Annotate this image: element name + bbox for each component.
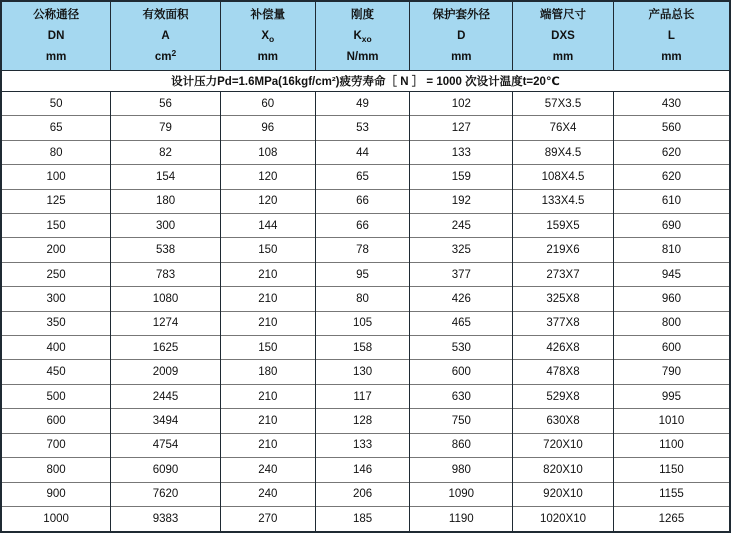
table-cell: 600 — [613, 336, 730, 360]
column-header-dn — [1, 1, 111, 71]
table-cell: 325X8 — [513, 287, 614, 311]
table-cell: 133X4.5 — [513, 189, 614, 213]
table-cell: 150 — [220, 336, 315, 360]
table-cell: 820X10 — [513, 458, 614, 482]
table-cell: 89X4.5 — [513, 140, 614, 164]
table-cell: 2445 — [111, 384, 221, 408]
design-conditions-note: 设计压力Pd=1.6MPa(16kgf/cm²)疲劳寿命［ N ］ = 1000 次设计温度t=20℃ — [1, 71, 730, 92]
column-header-x — [220, 1, 315, 71]
column-unit: mm — [257, 50, 279, 63]
table-cell: 426 — [410, 287, 513, 311]
table-cell: 560 — [613, 116, 730, 140]
table-row — [1, 238, 730, 262]
table-cell: 66 — [315, 214, 410, 238]
table-cell: 60 — [220, 92, 315, 116]
column-title: 刚度 — [351, 8, 375, 21]
table-cell: 154 — [111, 165, 221, 189]
table-row — [1, 336, 730, 360]
table-cell: 960 — [613, 287, 730, 311]
column-symbol: $X_o$ — [261, 29, 275, 44]
table-body — [1, 92, 730, 533]
table-cell: 53 — [315, 116, 410, 140]
unit-superscript: 2 — [171, 47, 177, 58]
table-cell: 620 — [613, 165, 730, 189]
column-header-k — [315, 1, 410, 71]
table-cell: 690 — [613, 214, 730, 238]
table-cell: 192 — [410, 189, 513, 213]
column-title: 补偿量 — [250, 8, 286, 21]
table-cell: 600 — [410, 360, 513, 384]
column-title: 公称通径 — [33, 8, 80, 21]
table-cell: 66 — [315, 189, 410, 213]
column-title: 产品总长 — [648, 8, 695, 21]
table-cell: 56 — [111, 92, 221, 116]
table-row — [1, 214, 730, 238]
table-cell: 210 — [220, 262, 315, 286]
table-cell: 1274 — [111, 311, 221, 335]
column-header-l — [613, 1, 730, 71]
table-cell: 529X8 — [513, 384, 614, 408]
table-cell: 120 — [220, 189, 315, 213]
column-title: 端管尺寸 — [540, 8, 586, 21]
table-cell: 860 — [410, 433, 513, 457]
header-row — [1, 1, 730, 71]
table-cell: 180 — [111, 189, 221, 213]
table-row — [1, 311, 730, 335]
table-cell: 76X4 — [513, 116, 614, 140]
table-cell: 2009 — [111, 360, 221, 384]
table-row — [1, 92, 730, 116]
table-cell: 1000 — [1, 506, 111, 532]
table-cell: 78 — [315, 238, 410, 262]
column-unit: N/mm — [346, 50, 379, 63]
table-cell: 3494 — [111, 409, 221, 433]
column-header-a — [111, 1, 221, 71]
table-cell: 700 — [1, 433, 111, 457]
column-unit: mm — [552, 50, 574, 63]
table-row — [1, 506, 730, 532]
table-cell: 630 — [410, 384, 513, 408]
table-cell: 426X8 — [513, 336, 614, 360]
table-cell: 210 — [220, 433, 315, 457]
table-cell: 159X5 — [513, 214, 614, 238]
column-header-d — [410, 1, 513, 71]
table-row — [1, 433, 730, 457]
table-cell: 102 — [410, 92, 513, 116]
table-cell: 105 — [315, 311, 410, 335]
table-row — [1, 165, 730, 189]
table-cell: 810 — [613, 238, 730, 262]
table-cell: 206 — [315, 482, 410, 506]
table-header — [1, 1, 730, 92]
table-cell: 450 — [1, 360, 111, 384]
table-cell: 478X8 — [513, 360, 614, 384]
table-cell: 800 — [1, 458, 111, 482]
table-cell: 720X10 — [513, 433, 614, 457]
column-unit: mm — [661, 50, 682, 63]
table-cell: 270 — [220, 506, 315, 532]
table-cell: 128 — [315, 409, 410, 433]
table-cell: 1020X10 — [513, 506, 614, 532]
table-cell: 800 — [613, 311, 730, 335]
table-cell: 600 — [1, 409, 111, 433]
table-cell: 240 — [220, 482, 315, 506]
table-row — [1, 189, 730, 213]
table-cell: 100 — [1, 165, 111, 189]
table-cell: 900 — [1, 482, 111, 506]
column-symbol: A — [161, 29, 170, 42]
table-cell: 790 — [613, 360, 730, 384]
table-row — [1, 360, 730, 384]
table-cell: 80 — [315, 287, 410, 311]
table-cell: 273X7 — [513, 262, 614, 286]
table-cell: 210 — [220, 409, 315, 433]
table-row — [1, 458, 730, 482]
table-cell: 7620 — [111, 482, 221, 506]
table-cell: 130 — [315, 360, 410, 384]
table-cell: 180 — [220, 360, 315, 384]
table-row — [1, 116, 730, 140]
table-cell: 150 — [220, 238, 315, 262]
table-cell: 350 — [1, 311, 111, 335]
table-row — [1, 140, 730, 164]
table-cell: 49 — [315, 92, 410, 116]
table-cell: 44 — [315, 140, 410, 164]
table-cell: 1150 — [613, 458, 730, 482]
table-cell: 50 — [1, 92, 111, 116]
column-symbol: DN — [47, 29, 65, 42]
table-cell: 108 — [220, 140, 315, 164]
table-cell: 400 — [1, 336, 111, 360]
table-cell: 377 — [410, 262, 513, 286]
table-cell: 219X6 — [513, 238, 614, 262]
table-row — [1, 262, 730, 286]
table-cell: 538 — [111, 238, 221, 262]
table-cell: 430 — [613, 92, 730, 116]
table-cell: 325 — [410, 238, 513, 262]
table-cell: 210 — [220, 384, 315, 408]
table-cell: 158 — [315, 336, 410, 360]
table-cell: 210 — [220, 287, 315, 311]
table-cell: 120 — [220, 165, 315, 189]
table-cell: 4754 — [111, 433, 221, 457]
table-cell: 1010 — [613, 409, 730, 433]
table-cell: 980 — [410, 458, 513, 482]
table-row — [1, 409, 730, 433]
table-cell: 1155 — [613, 482, 730, 506]
table-cell: 80 — [1, 140, 111, 164]
note-row — [1, 71, 730, 92]
column-title: 保护套外径 — [432, 8, 491, 21]
table-cell: 1625 — [111, 336, 221, 360]
table-cell: 65 — [315, 165, 410, 189]
table-cell: 127 — [410, 116, 513, 140]
table-cell: 95 — [315, 262, 410, 286]
table-cell: 6090 — [111, 458, 221, 482]
table-cell: 750 — [410, 409, 513, 433]
table-cell: 159 — [410, 165, 513, 189]
table-cell: 377X8 — [513, 311, 614, 335]
column-symbol: $K_{xo}$ — [353, 29, 372, 44]
table-cell: 79 — [111, 116, 221, 140]
table-cell: 300 — [111, 214, 221, 238]
table-cell: 530 — [410, 336, 513, 360]
table-cell: 630X8 — [513, 409, 614, 433]
table-cell: 500 — [1, 384, 111, 408]
table-cell: 250 — [1, 262, 111, 286]
table-cell: 9383 — [111, 506, 221, 532]
table-cell: 125 — [1, 189, 111, 213]
table-cell: 620 — [613, 140, 730, 164]
table-cell: 96 — [220, 116, 315, 140]
table-cell: 133 — [410, 140, 513, 164]
table-cell: 1100 — [613, 433, 730, 457]
column-unit: mm — [451, 50, 472, 63]
column-symbol: D — [457, 29, 466, 42]
table-cell: 945 — [613, 262, 730, 286]
column-header-dxs — [513, 1, 614, 71]
table-cell: 82 — [111, 140, 221, 164]
column-title: 有效面积 — [142, 8, 189, 21]
table-cell: 200 — [1, 238, 111, 262]
table-cell: 144 — [220, 214, 315, 238]
table-cell: 117 — [315, 384, 410, 408]
table-cell: 146 — [315, 458, 410, 482]
table-cell: 65 — [1, 116, 111, 140]
table-cell: 245 — [410, 214, 513, 238]
table-row — [1, 384, 730, 408]
table-cell: 210 — [220, 311, 315, 335]
symbol-subscript: xo — [361, 33, 372, 44]
table-cell: 1190 — [410, 506, 513, 532]
table-cell: 300 — [1, 287, 111, 311]
table-cell: 1265 — [613, 506, 730, 532]
table-cell: 610 — [613, 189, 730, 213]
table-row — [1, 482, 730, 506]
column-unit: mm — [45, 50, 67, 63]
table-cell: 995 — [613, 384, 730, 408]
table-cell: 920X10 — [513, 482, 614, 506]
table-cell: 150 — [1, 214, 111, 238]
column-symbol: DXS — [551, 29, 575, 42]
table-cell: 1080 — [111, 287, 221, 311]
symbol-subscript: o — [269, 33, 275, 44]
table-cell: 185 — [315, 506, 410, 532]
table-cell: 465 — [410, 311, 513, 335]
table-cell: 57X3.5 — [513, 92, 614, 116]
table-cell: 240 — [220, 458, 315, 482]
table-cell: 783 — [111, 262, 221, 286]
table-row — [1, 287, 730, 311]
column-symbol: L — [667, 29, 675, 42]
table-cell: 108X4.5 — [513, 165, 614, 189]
table-cell: 133 — [315, 433, 410, 457]
column-unit: $cm^2$ — [154, 47, 177, 63]
table-cell: 1090 — [410, 482, 513, 506]
